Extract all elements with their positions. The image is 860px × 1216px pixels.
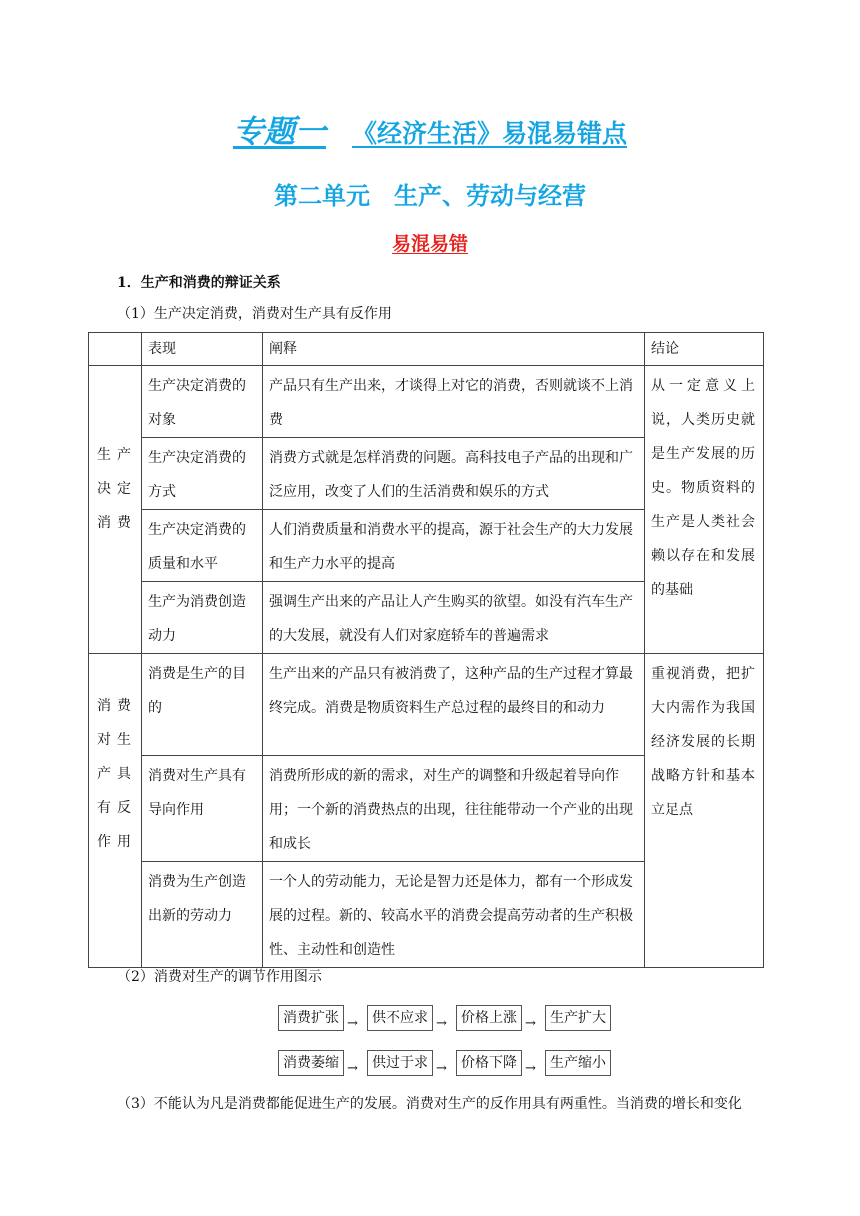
subheading-2: （2）消费对生产的调节作用图示 xyxy=(117,969,322,985)
aspect-cell: 生产决定消费的方式 xyxy=(142,438,263,510)
flow-box: 生产扩大 xyxy=(545,1005,611,1031)
title-subject: 《经济生活》易混易错点 xyxy=(351,119,627,148)
explain-cell: 产品只有生产出来，才谈得上对它的消费，否则就谈不上消费 xyxy=(263,366,645,438)
explain-cell: 人们消费质量和消费水平的提高，源于社会生产的大力发展和生产力水平的提高 xyxy=(263,510,645,582)
table-row xyxy=(89,366,764,438)
conclusion-consumption: 重视消费，把扩大内需作为我国经济发展的长期战略方针和基本立足点 xyxy=(645,654,764,968)
title-topic: 专题一 xyxy=(232,114,326,150)
arrow-icon: → xyxy=(347,1016,358,1031)
flow-box: 消费扩张 xyxy=(278,1005,344,1031)
explain-cell: 消费所形成的新的需求，对生产的调整和升级起着导向作用；一个新的消费热点的出现，往往能带动一个产业的出现和成长 xyxy=(263,756,645,862)
aspect-cell: 消费对生产具有导向作用 xyxy=(142,756,263,862)
flow-box: 供过于求 xyxy=(367,1050,433,1076)
flow-box: 生产缩小 xyxy=(545,1050,611,1076)
subheading-1: （1）生产决定消费，消费对生产具有反作用 xyxy=(117,306,392,322)
header-cell-explain: 阐释 xyxy=(263,333,645,366)
aspect-cell: 生产决定消费的对象 xyxy=(142,366,263,438)
aspect-cell: 生产决定消费的质量和水平 xyxy=(142,510,263,582)
group-label-consumption: 消费对生产具有反作用 xyxy=(89,654,142,968)
header-cell-empty xyxy=(89,333,142,366)
group-label-production: 生产决定消费 xyxy=(89,366,142,654)
explain-cell: 生产出来的产品只有被消费了，这种产品的生产过程才算最终完成。消费是物质资料生产总过程的最终目的和动力 xyxy=(263,654,645,756)
subheading-3: （3）不能认为凡是消费都能促进生产的发展。消费对生产的反作用具有两重性。当消费的增长和变化 xyxy=(117,1096,742,1112)
arrow-icon: → xyxy=(347,1061,358,1076)
flow-box: 价格上涨 xyxy=(456,1005,522,1031)
unit-title: 第二单元 生产、劳动与经营 xyxy=(274,182,586,210)
arrow-icon: → xyxy=(525,1016,536,1031)
table-header-row xyxy=(89,333,764,366)
arrow-icon: → xyxy=(436,1061,447,1076)
arrow-icon: → xyxy=(436,1016,447,1031)
aspect-cell: 消费为生产创造出新的劳动力 xyxy=(142,862,263,968)
conclusion-production: 从一定意义上说，人类历史就是生产发展的历史。物质资料的生产是人类社会赖以存在和发展的基础 xyxy=(645,366,764,654)
page-title xyxy=(0,106,860,151)
arrow-icon: → xyxy=(525,1061,536,1076)
aspect-cell: 消费是生产的目的 xyxy=(142,654,263,756)
aspect-cell: 生产为消费创造动力 xyxy=(142,582,263,654)
flow-box: 消费萎缩 xyxy=(278,1050,344,1076)
explain-cell: 消费方式就是怎样消费的问题。高科技电子产品的出现和广泛应用，改变了人们的生活消费和娱乐的方式 xyxy=(263,438,645,510)
flow-box: 供不应求 xyxy=(367,1005,433,1031)
flow-box: 价格下降 xyxy=(456,1050,522,1076)
section-heading: 1．生产和消费的辩证关系 xyxy=(117,275,281,291)
header-cell-aspect: 表现 xyxy=(142,333,263,366)
production-consumption-table xyxy=(88,332,764,968)
table-row xyxy=(89,654,764,756)
header-cell-conclusion: 结论 xyxy=(645,333,764,366)
section-tag: 易混易错 xyxy=(391,233,468,255)
explain-cell: 强调生产出来的产品让人产生购买的欲望。如没有汽车生产的大发展，就没有人们对家庭轿车的普遍需求 xyxy=(263,582,645,654)
explain-cell: 一个人的劳动能力，无论是智力还是体力，都有一个形成发展的过程。新的、较高水平的消费会提高劳动者的生产积极性、主动性和创造性 xyxy=(263,862,645,968)
